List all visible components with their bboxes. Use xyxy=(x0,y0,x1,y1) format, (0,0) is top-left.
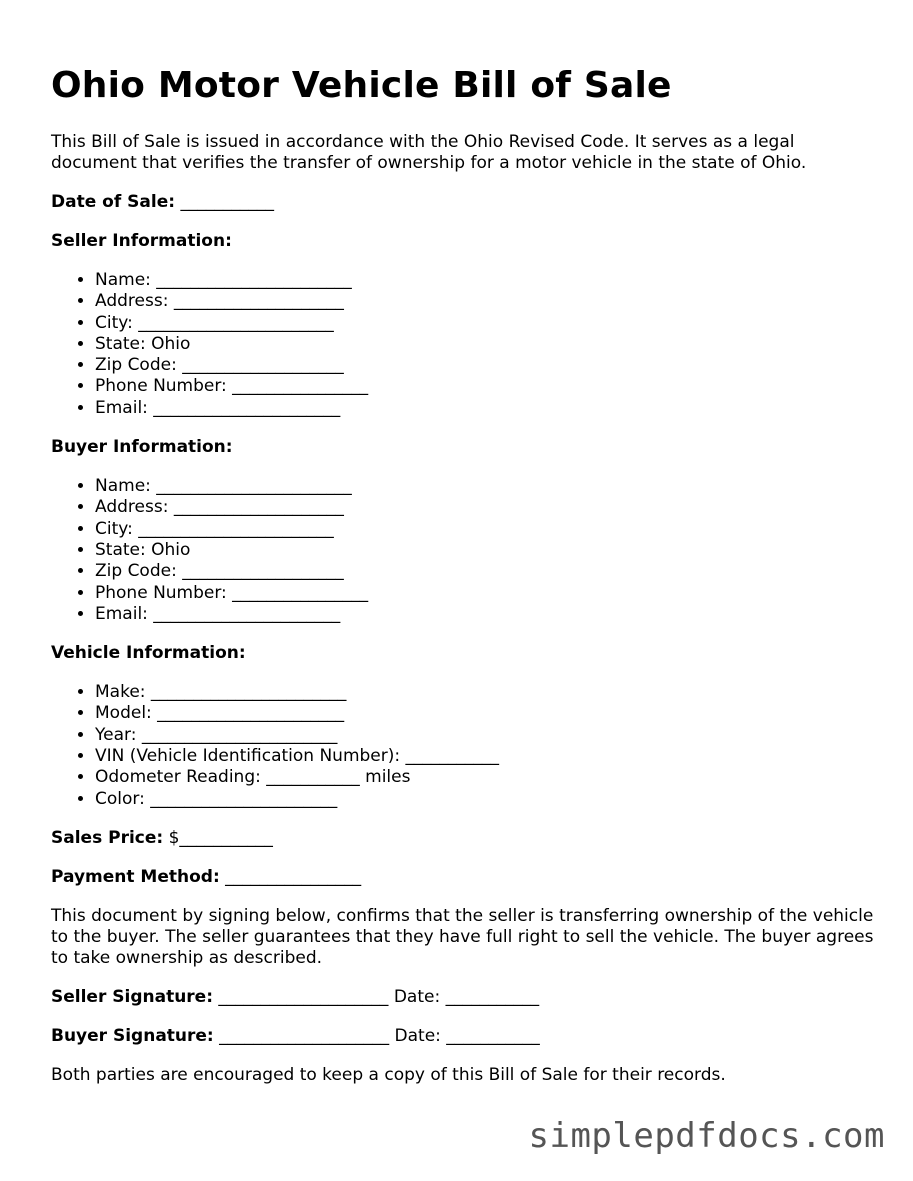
vehicle-info-list xyxy=(51,682,881,810)
payment-method-blank: ________________ xyxy=(225,866,362,887)
buyer-info-list xyxy=(51,476,881,625)
buyer-name-item: • Name: _______________________ xyxy=(95,476,881,497)
document-title: Ohio Motor Vehicle Bill of Sale xyxy=(51,65,672,106)
buyer-signature-field xyxy=(51,1026,881,1047)
buyer-email-item: • Email: ______________________ xyxy=(95,604,881,625)
date-of-sale-field xyxy=(51,192,881,213)
buyer-heading: Buyer Information: xyxy=(51,437,233,458)
buyer-signature-label: Buyer Signature: xyxy=(51,1025,214,1046)
seller-name-item: • Name: _______________________ xyxy=(95,270,881,291)
seller-info-list xyxy=(51,270,881,419)
seller-signature-blank: ____________________ Date: ___________ xyxy=(218,986,540,1007)
vehicle-year-item: • Year: _______________________ xyxy=(95,725,881,746)
buyer-city-item: • City: _______________________ xyxy=(95,519,881,540)
vehicle-model-item: • Model: ______________________ xyxy=(95,703,881,724)
sales-price-label: Sales Price: xyxy=(51,827,164,848)
buyer-zip-item: • Zip Code: ___________________ xyxy=(95,561,881,582)
payment-method-field xyxy=(51,867,881,888)
seller-zip-item: • Zip Code: ___________________ xyxy=(95,355,881,376)
seller-phone-item: • Phone Number: ________________ xyxy=(95,376,881,397)
intro-paragraph: This Bill of Sale is issued in accordance with the Ohio Revised Code. It serves as a legal document that verifies the transfer of ownership for a motor vehicle in the state of Ohio. xyxy=(51,132,807,173)
closing-paragraph: Both parties are encouraged to keep a copy of this Bill of Sale for their records. xyxy=(51,1064,726,1085)
payment-method-label: Payment Method: xyxy=(51,866,220,887)
seller-city-item: • City: _______________________ xyxy=(95,313,881,334)
vehicle-color-item: • Color: ______________________ xyxy=(95,789,881,810)
seller-state-item: • State: Ohio xyxy=(95,334,881,355)
date-of-sale-label: Date of Sale: xyxy=(51,192,176,212)
sales-price-field xyxy=(51,828,881,849)
seller-signature-field xyxy=(51,987,881,1008)
buyer-address-item: • Address: ____________________ xyxy=(95,497,881,518)
buyer-signature-blank: ____________________ Date: ___________ xyxy=(219,1025,540,1046)
bill-of-sale-document xyxy=(51,64,881,1104)
buyer-phone-item: • Phone Number: ________________ xyxy=(95,583,881,604)
buyer-state-item: • State: Ohio xyxy=(95,540,881,561)
seller-address-item: • Address: ____________________ xyxy=(95,291,881,312)
vehicle-odometer-item: • Odometer Reading: ___________ miles xyxy=(95,767,881,788)
vehicle-heading: Vehicle Information: xyxy=(51,643,246,664)
confirmation-paragraph: This document by signing below, confirms that the seller is transferring ownership of the vehicle to the buyer. The seller guarantees that they have full right to sell the vehicle. The buyer agrees to take ownership as described. xyxy=(51,905,874,968)
sales-price-blank: $___________ xyxy=(168,827,273,848)
vehicle-vin-item: • VIN (Vehicle Identification Number): ___________ xyxy=(95,746,881,767)
seller-signature-label: Seller Signature: xyxy=(51,986,214,1007)
seller-email-item: • Email: ______________________ xyxy=(95,398,881,419)
site-watermark: simplepdfdocs.com xyxy=(528,1116,885,1156)
seller-heading: Seller Information: xyxy=(51,231,232,251)
date-of-sale-blank: ___________ xyxy=(180,192,274,212)
vehicle-make-item: • Make: _______________________ xyxy=(95,682,881,703)
